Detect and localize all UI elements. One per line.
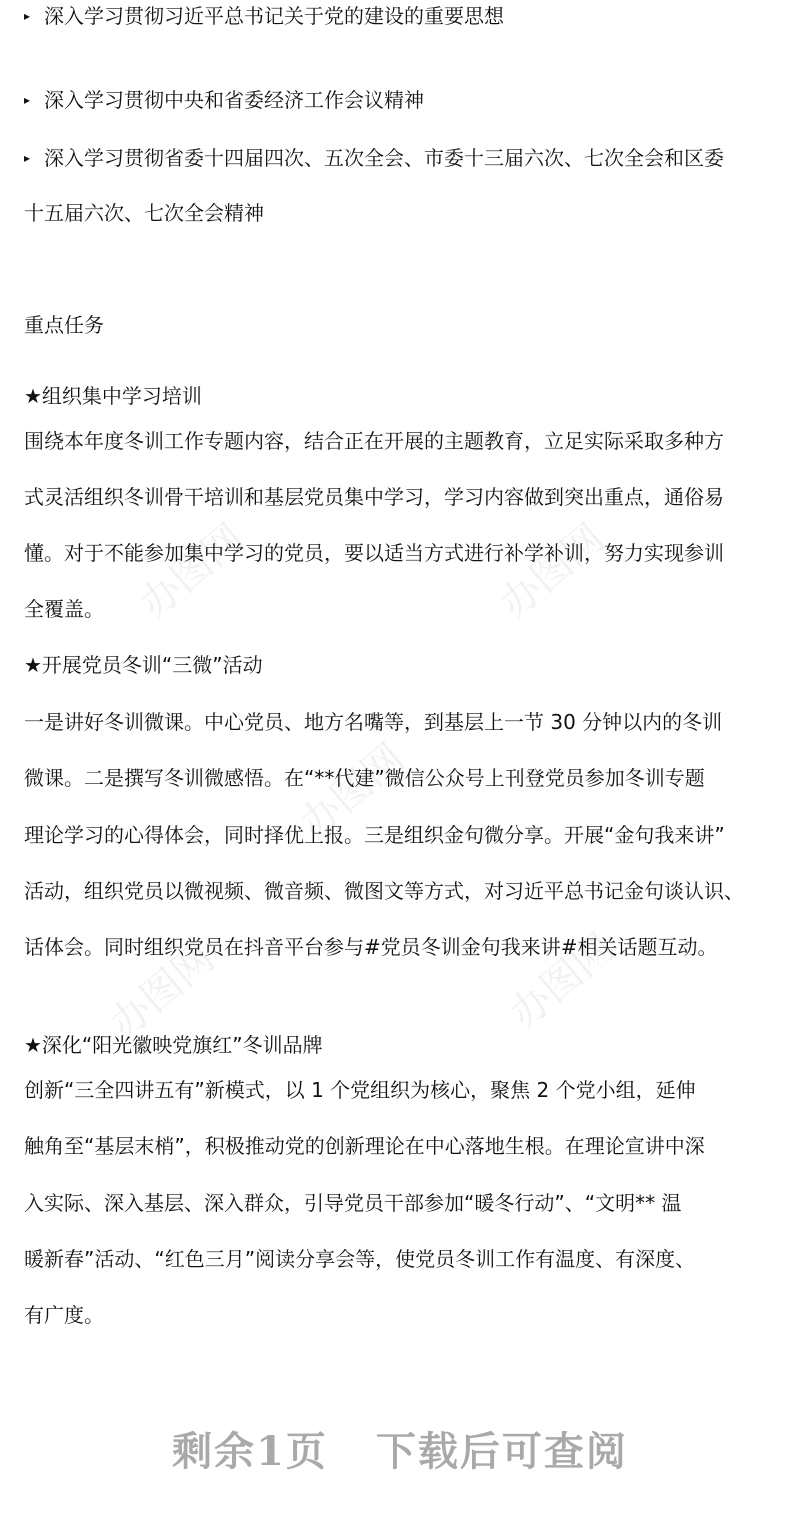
watermark: 办图网	[131, 514, 253, 628]
watermark: 办图网	[501, 924, 623, 1038]
task-heading: ★组织集中学习培训	[24, 384, 202, 408]
watermark: 办图网	[291, 734, 413, 848]
task-paragraph-line: 话体会。同时组织党员在抖音平台参与#党员冬训金句我来讲#相关话题互动。	[24, 935, 718, 959]
watermark: 办图网	[491, 514, 613, 628]
task-paragraph-line: 入实际、深入基层、深入群众，引导党员干部参加“暖冬行动”、“文明** 温	[24, 1191, 682, 1215]
bullet-continuation: 十五届六次、七次全会精神	[24, 201, 264, 225]
bullet-icon: ▸	[24, 9, 31, 23]
task-paragraph-line: 围绕本年度冬训工作专题内容，结合正在开展的主题教育，立足实际采取多种方	[24, 429, 724, 453]
task-paragraph-line: 一是讲好冬训微课。中心党员、地方名嘴等，到基层上一节 30 分钟以内的冬训	[24, 710, 723, 734]
bullet-item	[24, 86, 784, 114]
bullet-icon: ▸	[24, 151, 31, 165]
watermark: 办图网	[101, 934, 223, 1048]
bullet-item	[24, 144, 784, 172]
bullet-text: 深入学习贯彻中央和省委经济工作会议精神	[44, 88, 424, 112]
task-paragraph-line: 式灵活组织冬训骨干培训和基层党员集中学习，学习内容做到突出重点，通俗易	[24, 485, 724, 509]
task-paragraph-line: 微课。二是撰写冬训微感悟。在“**代建”微信公众号上刊登党员参加冬训专题	[24, 766, 705, 790]
task-paragraph-line: 触角至“基层末梢”，积极推动党的创新理论在中心落地生根。在理论宣讲中深	[24, 1134, 705, 1158]
task-paragraph-line: 暖新春”活动、“红色三月”阅读分享会等，使党员冬训工作有温度、有深度、	[24, 1247, 696, 1271]
task-paragraph-line: 理论学习的心得体会，同时择优上报。三是组织金句微分享。开展“金句我来讲”	[24, 823, 725, 847]
task-paragraph-line: 活动，组织党员以微视频、微音频、微图文等方式，对习近平总书记金句谈认识、	[24, 879, 744, 903]
section-title: 重点任务	[24, 313, 104, 337]
task-paragraph-line: 有广度。	[24, 1303, 104, 1327]
remaining-pages-text: 剩余1页	[172, 1428, 328, 1475]
task-paragraph-line: 创新“三全四讲五有”新模式，以 1 个党组织为核心，聚焦 2 个党小组，延伸	[24, 1078, 696, 1102]
task-paragraph-line: 懂。对于不能参加集中学习的党员，要以适当方式进行补学补训，努力实现参训	[24, 541, 724, 565]
task-paragraph-line: 全覆盖。	[24, 597, 104, 621]
task-heading: ★深化“阳光徽映党旗红”冬训品牌	[24, 1033, 323, 1057]
bullet-icon: ▸	[24, 93, 31, 107]
download-to-view-text: 下载后可查阅	[375, 1428, 628, 1475]
download-prompt[interactable]	[0, 1420, 800, 1477]
bullet-text: 深入学习贯彻习近平总书记关于党的建设的重要思想	[44, 4, 504, 28]
bullet-text: 深入学习贯彻省委十四届四次、五次全会、市委十三届六次、七次全会和区委	[44, 146, 724, 170]
task-heading: ★开展党员冬训“三微”活动	[24, 653, 263, 677]
bullet-item	[24, 2, 784, 30]
